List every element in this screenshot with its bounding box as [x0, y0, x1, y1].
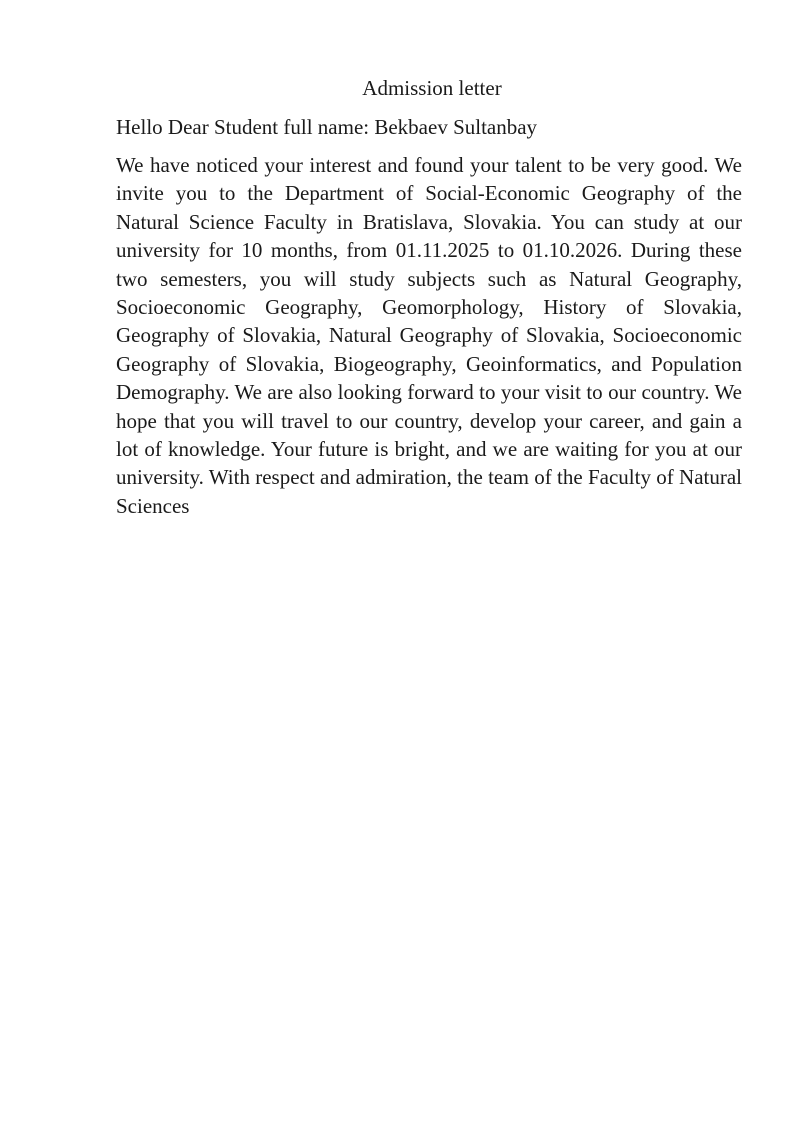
letter-greeting: Hello Dear Student full name: Bekbaev Sultanbay [116, 115, 538, 139]
letter-title: Admission letter [362, 76, 502, 100]
letter-content [116, 74, 742, 520]
letter-body: We have noticed your interest and found your talent to be very good. We invite you to the Department of Social-Economic Geography of the Natural Science Faculty in Bratislava, Slovakia. You can study at our university for 10 months, from 01.11.2025 to 01.10.2026. During these two semesters, you will study subjects such as Natural Geography, Socioeconomic Geography, Geomorphology, History of Slovakia, Geography of Slovakia, Natural Geography of Slovakia, Socioeconomic Geography of Slovakia, Biogeography, Geoinformatics, and Population Demography. We are also looking forward to your visit to our country. We hope that you will travel to our country, develop your career, and gain a lot of knowledge. Your future is bright, and we are waiting for you at our university. With respect and admiration, the team of the Faculty of Natural Sciences [116, 153, 742, 518]
